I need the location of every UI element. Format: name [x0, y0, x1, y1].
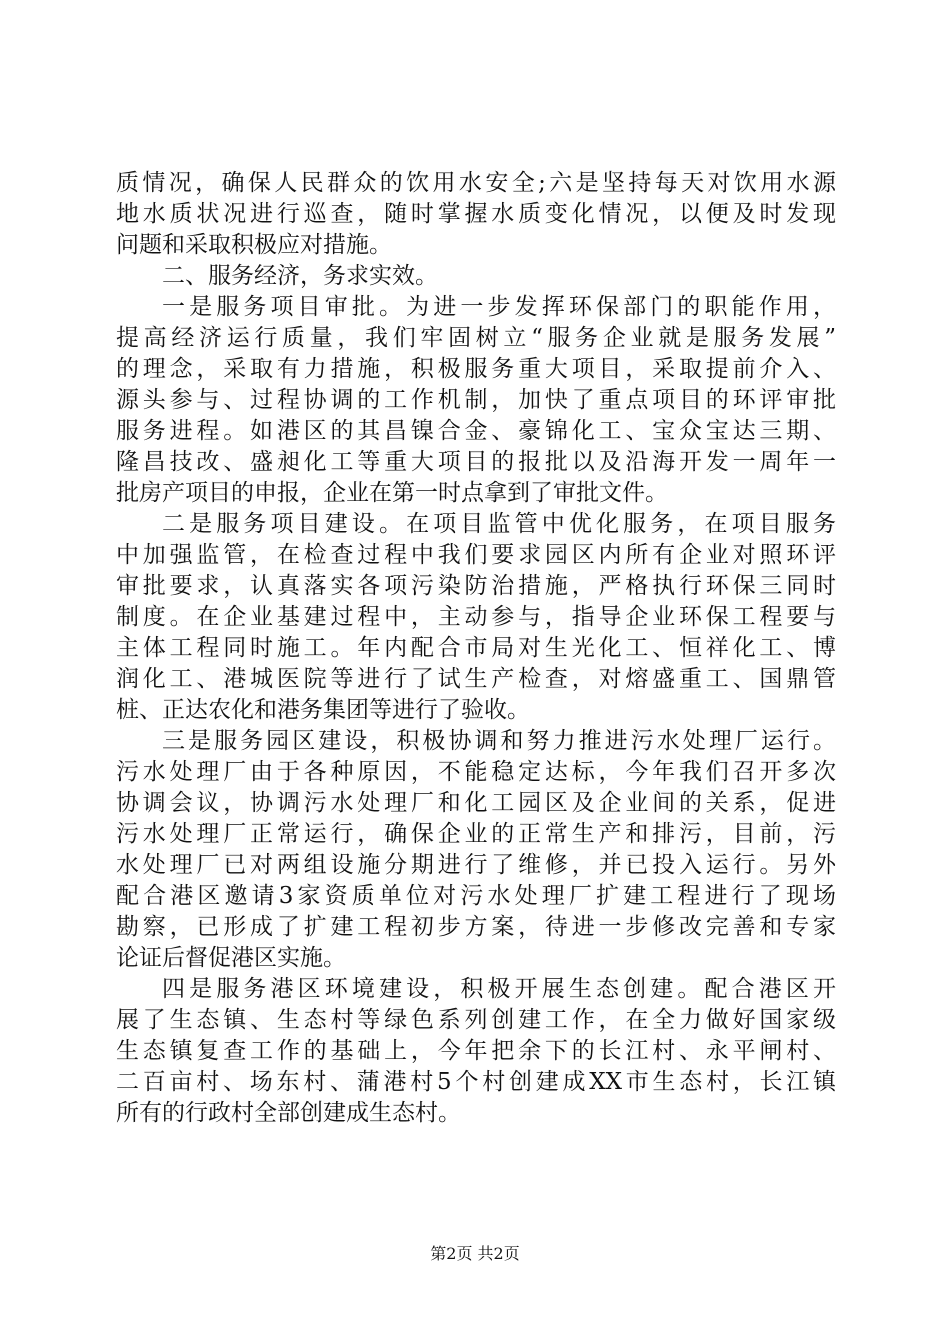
text-line: 所有的行政村全部创建成生态村。 [116, 1100, 461, 1126]
text-line: 污水处理厂由于各种原因，不能稳定达标，今年我们召开多次 [116, 759, 836, 785]
paragraph [116, 261, 836, 292]
text-line: 展了生态镇、生态村等绿色系列创建工作，在全力做好国家级 [116, 1007, 836, 1033]
text-line: 源头参与、过程协调的工作机制，加快了重点项目的环评审批 [116, 387, 836, 413]
text-line: 提高经济运行质量，我们牢固树立“服务企业就是服务发展” [116, 325, 836, 351]
text-line: 四是服务港区环境建设，积极开展生态创建。配合港区开 [162, 976, 836, 1002]
paragraph [116, 168, 836, 261]
text-line: 二是服务项目建设。在项目监管中优化服务，在项目服务 [162, 511, 836, 537]
text-line: 的理念，采取有力措施，积极服务重大项目，采取提前介入、 [116, 356, 836, 382]
text-line: 中加强监管，在检查过程中我们要求园区内所有企业对照环评 [116, 542, 836, 568]
text-line: 隆昌技改、盛昶化工等重大项目的报批以及沿海开发一周年一 [116, 449, 836, 475]
text-line: 生态镇复查工作的基础上，今年把余下的长江村、永平闸村、 [116, 1038, 836, 1064]
text-line: 水处理厂已对两组设施分期进行了维修，并已投入运行。另外 [116, 852, 836, 878]
text-line: 地水质状况进行巡查，随时掌握水质变化情况，以便及时发现 [116, 201, 836, 227]
paragraph [116, 509, 836, 726]
text-line: 一是服务项目审批。为进一步发挥环保部门的职能作用， [162, 294, 836, 320]
text-line: 三是服务园区建设，积极协调和努力推进污水处理厂运行。 [162, 728, 836, 754]
paragraph [116, 974, 836, 1129]
text-line: 批房产项目的申报，企业在第一时点拿到了审批文件。 [116, 480, 668, 506]
text-line: 勘察，已形成了扩建工程初步方案，待进一步修改完善和专家 [116, 914, 836, 940]
text-line: 审批要求，认真落实各项污染防治措施，严格执行环保三同时 [116, 573, 836, 599]
text-line: 协调会议，协调污水处理厂和化工园区及企业间的关系，促进 [116, 790, 836, 816]
text-line: 二百亩村、场东村、蒲港村5个村创建成XX市生态村，长江镇 [116, 1069, 836, 1095]
text-line: 问题和采取积极应对措施。 [116, 232, 392, 258]
text-line: 论证后督促港区实施。 [116, 945, 346, 971]
paragraph [116, 292, 836, 509]
text-line: 二、服务经济，务求实效。 [162, 263, 438, 289]
document-body [116, 168, 836, 1129]
paragraph [116, 726, 836, 974]
text-line: 主体工程同时施工。年内配合市局对生光化工、恒祥化工、博 [116, 635, 836, 661]
text-line: 服务进程。如港区的其昌镍合金、豪锦化工、宝众宝达三期、 [116, 418, 836, 444]
text-line: 配合港区邀请3家资质单位对污水处理厂扩建工程进行了现场 [116, 883, 836, 909]
page-footer: 第2页 共2页 [430, 1244, 520, 1263]
text-line: 质情况，确保人民群众的饮用水安全;六是坚持每天对饮用水源 [116, 170, 836, 196]
text-line: 润化工、港城医院等进行了试生产检查，对熔盛重工、国鼎管 [116, 666, 836, 692]
text-line: 污水处理厂正常运行，确保企业的正常生产和排污，目前，污 [116, 821, 836, 847]
text-line: 桩、正达农化和港务集团等进行了验收。 [116, 697, 530, 723]
text-line: 制度。在企业基建过程中，主动参与，指导企业环保工程要与 [116, 604, 836, 630]
